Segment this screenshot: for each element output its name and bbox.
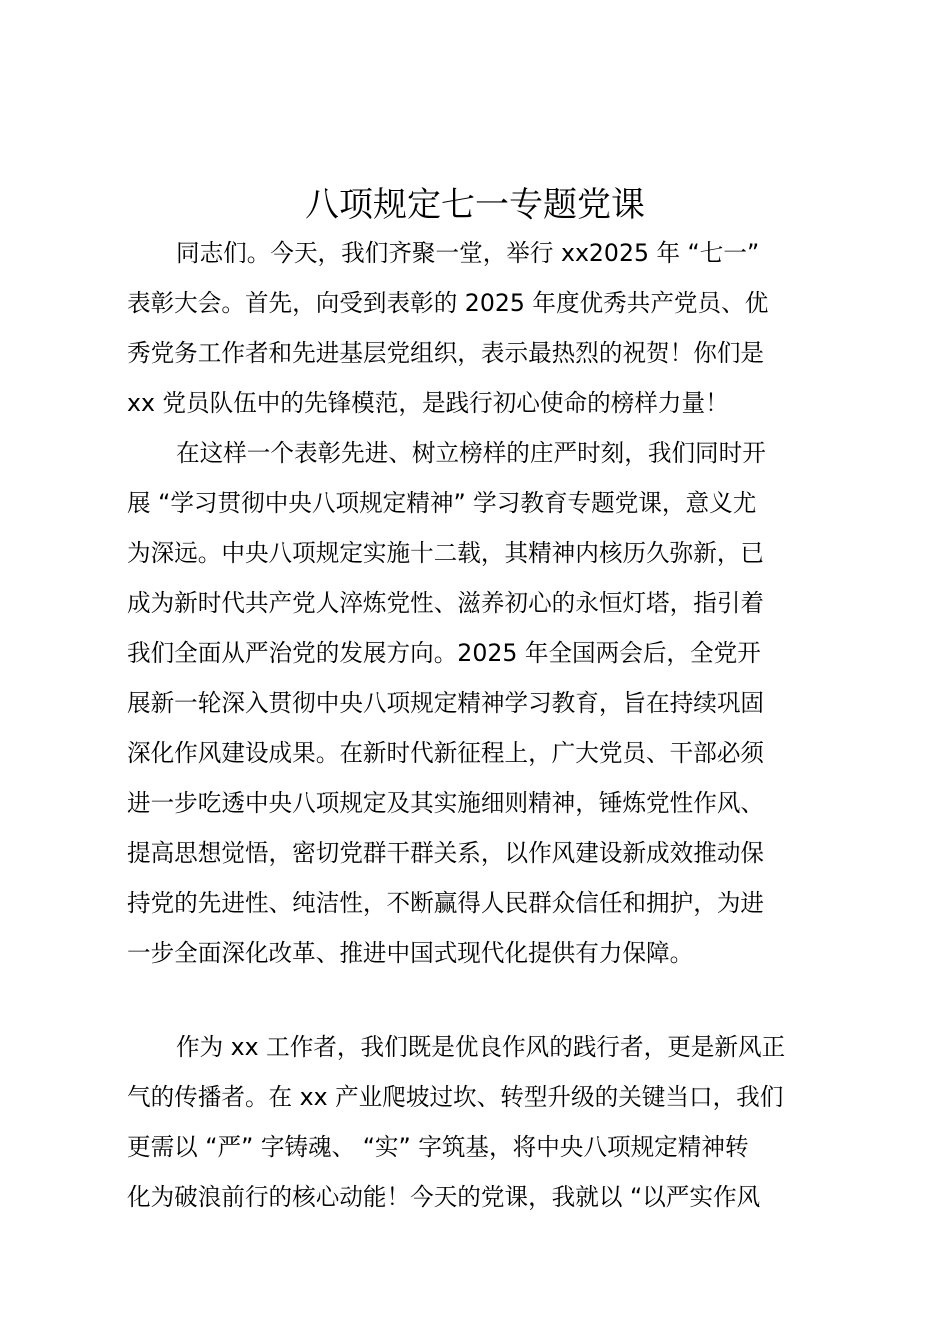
paragraph-2-line-5: 我们全面从严治党的发展方向。2025 年全国两会后，全党开 bbox=[127, 639, 761, 667]
document-title: 八项规定七一专题党课 bbox=[305, 185, 645, 225]
paragraph-3-line-4: 化为破浪前行的核心动能！今天的党课，我就以 “以严实作风 bbox=[127, 1183, 761, 1211]
paragraph-2-line-9: 提高思想觉悟，密切党群干群关系，以作风建设新成效推动保 bbox=[127, 839, 765, 867]
paragraph-1-line-3: 秀党务工作者和先进基层党组织，表示最热烈的祝贺！你们是 bbox=[127, 339, 765, 367]
paragraph-2-line-2: 展 “学习贯彻中央八项规定精神” 学习教育专题党课，意义尤 bbox=[127, 489, 757, 517]
paragraph-3-line-2: 气的传播者。在 xx 产业爬坡过坎、转型升级的关键当口，我们 bbox=[127, 1083, 784, 1111]
paragraph-2-line-10: 持党的先进性、纯洁性，不断赢得人民群众信任和拥护，为进 bbox=[127, 889, 765, 917]
paragraph-2-line-3: 为深远。中央八项规定实施十二载，其精神内核历久弥新，已 bbox=[127, 539, 765, 567]
paragraph-2-line-6: 展新一轮深入贯彻中央八项规定精神学习教育，旨在持续巩固 bbox=[127, 689, 765, 717]
paragraph-1-line-2: 表彰大会。首先，向受到表彰的 2025 年度优秀共产党员、优 bbox=[127, 289, 769, 317]
paragraph-2-line-8: 进一步吃透中央八项规定及其实施细则精神，锤炼党性作风、 bbox=[127, 789, 765, 817]
paragraph-2-line-11: 一步全面深化改革、推进中国式现代化提供有力保障。 bbox=[127, 939, 694, 967]
paragraph-1-line-1: 同志们。今天，我们齐聚一堂，举行 xx2025 年 “七一” bbox=[176, 239, 760, 267]
paragraph-3-line-3: 更需以 “严” 字铸魂、 “实” 字筑基，将中央八项规定精神转 bbox=[127, 1133, 749, 1161]
paragraph-2-line-7: 深化作风建设成果。在新时代新征程上，广大党员、干部必须 bbox=[127, 739, 765, 767]
paragraph-1-line-4: xx 党员队伍中的先锋模范，是践行初心使命的榜样力量！ bbox=[127, 389, 729, 417]
paragraph-2-line-4: 成为新时代共产党人淬炼党性、滋养初心的永恒灯塔，指引着 bbox=[127, 589, 765, 617]
paragraph-2-line-1: 在这样一个表彰先进、树立榜样的庄严时刻，我们同时开 bbox=[176, 439, 766, 467]
paragraph-3-line-1: 作为 xx 工作者，我们既是优良作风的践行者，更是新风正 bbox=[176, 1033, 786, 1061]
